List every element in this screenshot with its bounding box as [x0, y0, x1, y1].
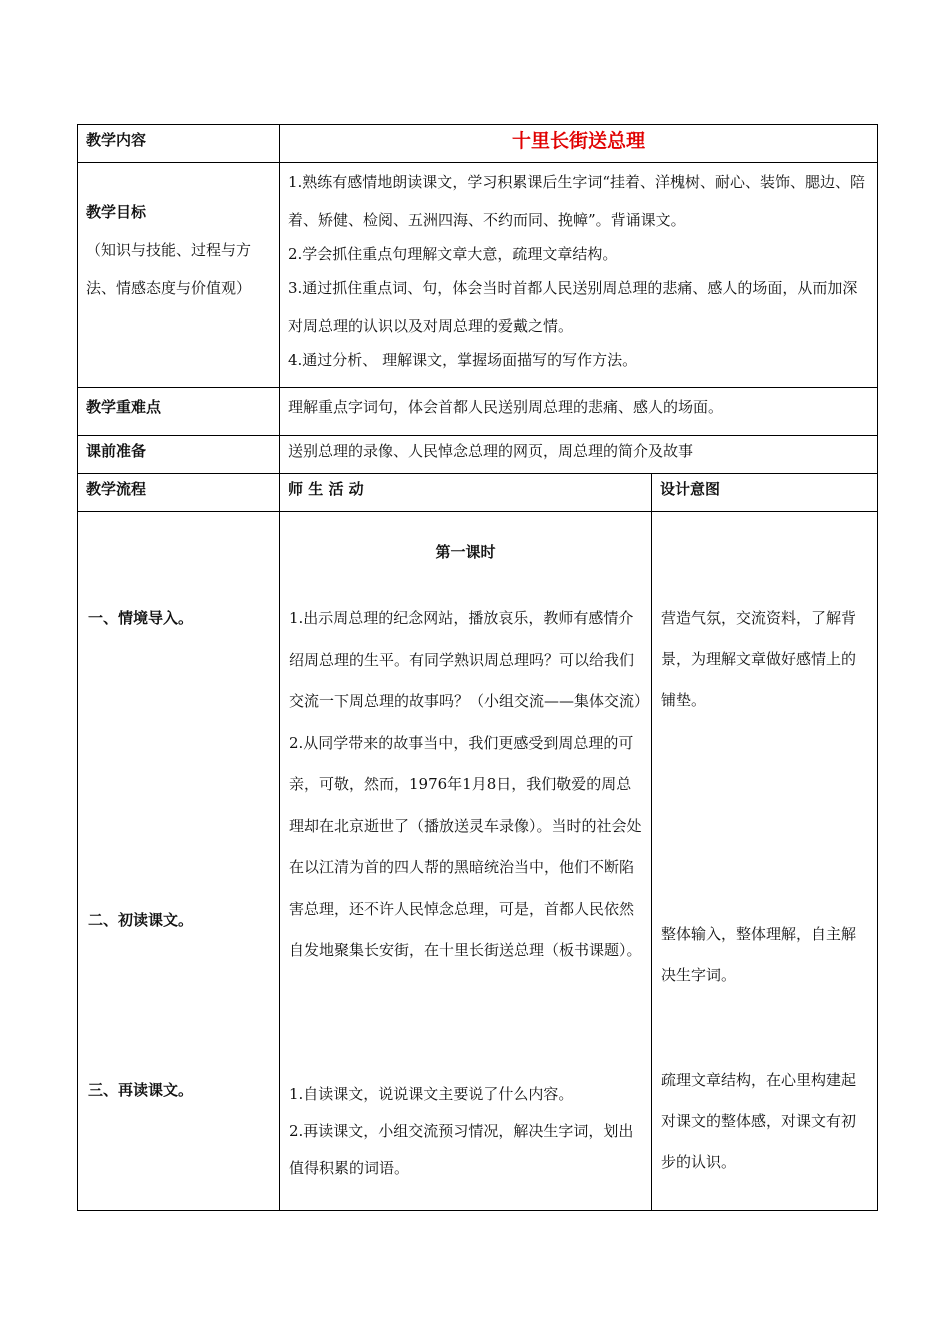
- activity-item: 2.再读课文，小组交流预习情况，解决生字词，划出值得积累的词语。: [289, 1122, 634, 1177]
- activity-block: [289, 598, 650, 972]
- intent-item: 营造气氛，交流资料，了解背景，为理解文章做好感情上的铺垫。: [661, 609, 857, 709]
- objectives-label-cell: [78, 163, 280, 388]
- stage-label: 二、初读课文。: [88, 911, 194, 929]
- flow-intents-cell: [652, 512, 878, 1211]
- key-points-cell: [280, 388, 878, 436]
- content-label-cell: [78, 125, 280, 163]
- preparation-label-cell: [78, 436, 280, 474]
- objectives-cell: [280, 163, 878, 388]
- intent-block: [661, 1060, 868, 1183]
- session-title: 第一课时: [435, 543, 496, 561]
- flow-header-col3: [652, 474, 878, 512]
- flow-activities-cell: [280, 512, 652, 1211]
- flow-stages-cell: [78, 512, 280, 1211]
- flow-header-intent: 设计意图: [660, 480, 721, 498]
- stage-label: 三、再读课文。: [88, 1081, 194, 1099]
- objective-item: 4.通过分析、 理解课文，掌握场面描写的写作方法。: [288, 351, 638, 369]
- activity-item: 1.出示周总理的纪念网站，播放哀乐，教师有感情介绍周总理的生平。有同学熟识周总理吗？可以给我们交流一下周总理的故事吗？（小组交流——集体交流）: [289, 609, 650, 710]
- lesson-plan-table: [77, 124, 878, 1211]
- intent-item: 整体输入，整体理解，自主解决生字词。: [661, 925, 857, 984]
- activity-item: 1.自读课文，说说课文主要说了什么内容。: [289, 1085, 574, 1103]
- key-points-label: 教学重难点: [86, 398, 162, 416]
- objective-item: 2.学会抓住重点句理解文章大意，疏理文章结构。: [288, 245, 618, 263]
- intent-block: [661, 914, 868, 996]
- preparation-cell: [280, 436, 878, 474]
- preparation-text: 送别总理的录像、人民悼念总理的网页，周总理的简介及故事: [288, 442, 694, 460]
- flow-header-process: 教学流程: [86, 480, 147, 498]
- title-cell: [280, 125, 878, 163]
- flow-header-activities: 师 生 活 动: [288, 480, 364, 498]
- intent-block: [661, 598, 868, 721]
- flow-header-col1: [78, 474, 280, 512]
- activity-item: 2.从同学带来的故事当中，我们更感受到周总理的可亲，可敬，然而，1976年1月8日，我们敬爱的周总理却在北京逝世了（播放送灵车录像）。当时的社会处在以江清为首的四人帮的黑暗统治当中，他们不断陷害总理，还不许人民悼念总理，可是，首都人民依然自发地聚集长安街，在十里长街送总理（板书课题）。: [289, 733, 642, 959]
- key-points-text: 理解重点字词句，体会首都人民送别周总理的悲痛、感人的场面。: [288, 398, 724, 416]
- objectives-sublabel: （知识与技能、过程与方法、情感态度与价值观）: [86, 241, 252, 297]
- objective-item: 1.熟练有感情地朗读课文，学习积累课后生字词“挂着、洋槐树、耐心、装饰、腮边、陪着、矫健、检阅、五洲四海、不约而同、挽幛”。背诵课文。: [288, 173, 865, 229]
- objectives-label: 教学目标: [86, 203, 147, 221]
- lesson-title: 十里长街送总理: [512, 130, 646, 152]
- activity-block: [289, 1076, 642, 1187]
- stage-label: 一、情境导入。: [88, 609, 194, 627]
- key-points-label-cell: [78, 388, 280, 436]
- content-label: 教学内容: [86, 131, 147, 149]
- intent-item: 疏理文章结构，在心里构建起对课文的整体感，对课文有初步的认识。: [661, 1071, 857, 1171]
- flow-header-col2: [280, 474, 652, 512]
- objective-item: 3.通过抓住重点词、句，体会当时首都人民送别周总理的悲痛、感人的场面，从而加深对周总理的认识以及对周总理的爱戴之情。: [288, 279, 858, 335]
- preparation-label: 课前准备: [86, 442, 147, 460]
